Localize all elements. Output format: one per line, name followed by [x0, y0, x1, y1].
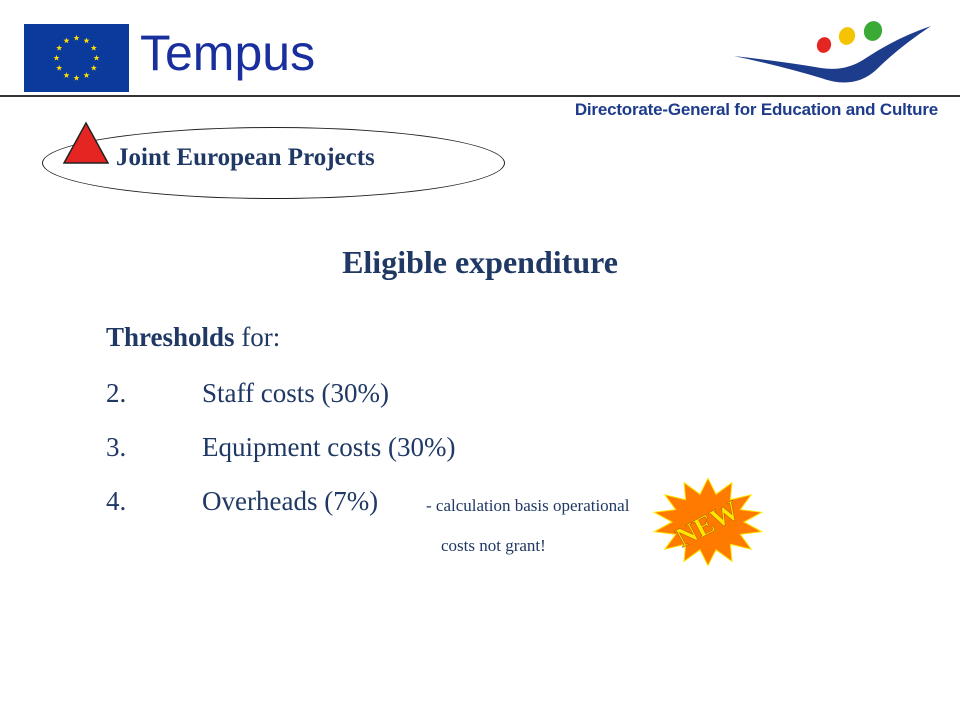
item-text: Staff costs (30%) — [202, 378, 389, 408]
overheads-note-line2: costs not grant! — [441, 536, 546, 555]
eu-flag-icon — [24, 24, 129, 92]
app-title: Tempus — [140, 25, 316, 81]
list-item-equipment — [0, 432, 960, 468]
overheads-note-line1: - calculation basis operational — [426, 496, 630, 515]
red-triangle-icon — [62, 121, 110, 165]
item-number: 3. — [106, 432, 127, 462]
item-text: Equipment costs (30%) — [202, 432, 456, 462]
item-number: 2. — [106, 378, 127, 408]
thresholds-bold: Thresholds — [106, 322, 235, 352]
new-starburst-icon — [648, 475, 768, 569]
header-divider — [0, 95, 960, 97]
banner-label: Joint European Projects — [116, 144, 375, 171]
thresholds-intro — [106, 322, 280, 353]
thresholds-rest: for: — [234, 322, 281, 352]
item-text: Overheads (7%) — [202, 486, 379, 516]
new-badge-text: NEW — [670, 495, 745, 554]
item-number: 4. — [106, 486, 127, 516]
list-item-staff — [0, 378, 960, 414]
dg-education-culture-logo — [726, 18, 936, 90]
directorate-label: Directorate-General for Education and Culture — [574, 100, 938, 119]
slide-title: Eligible expenditure — [342, 244, 618, 280]
